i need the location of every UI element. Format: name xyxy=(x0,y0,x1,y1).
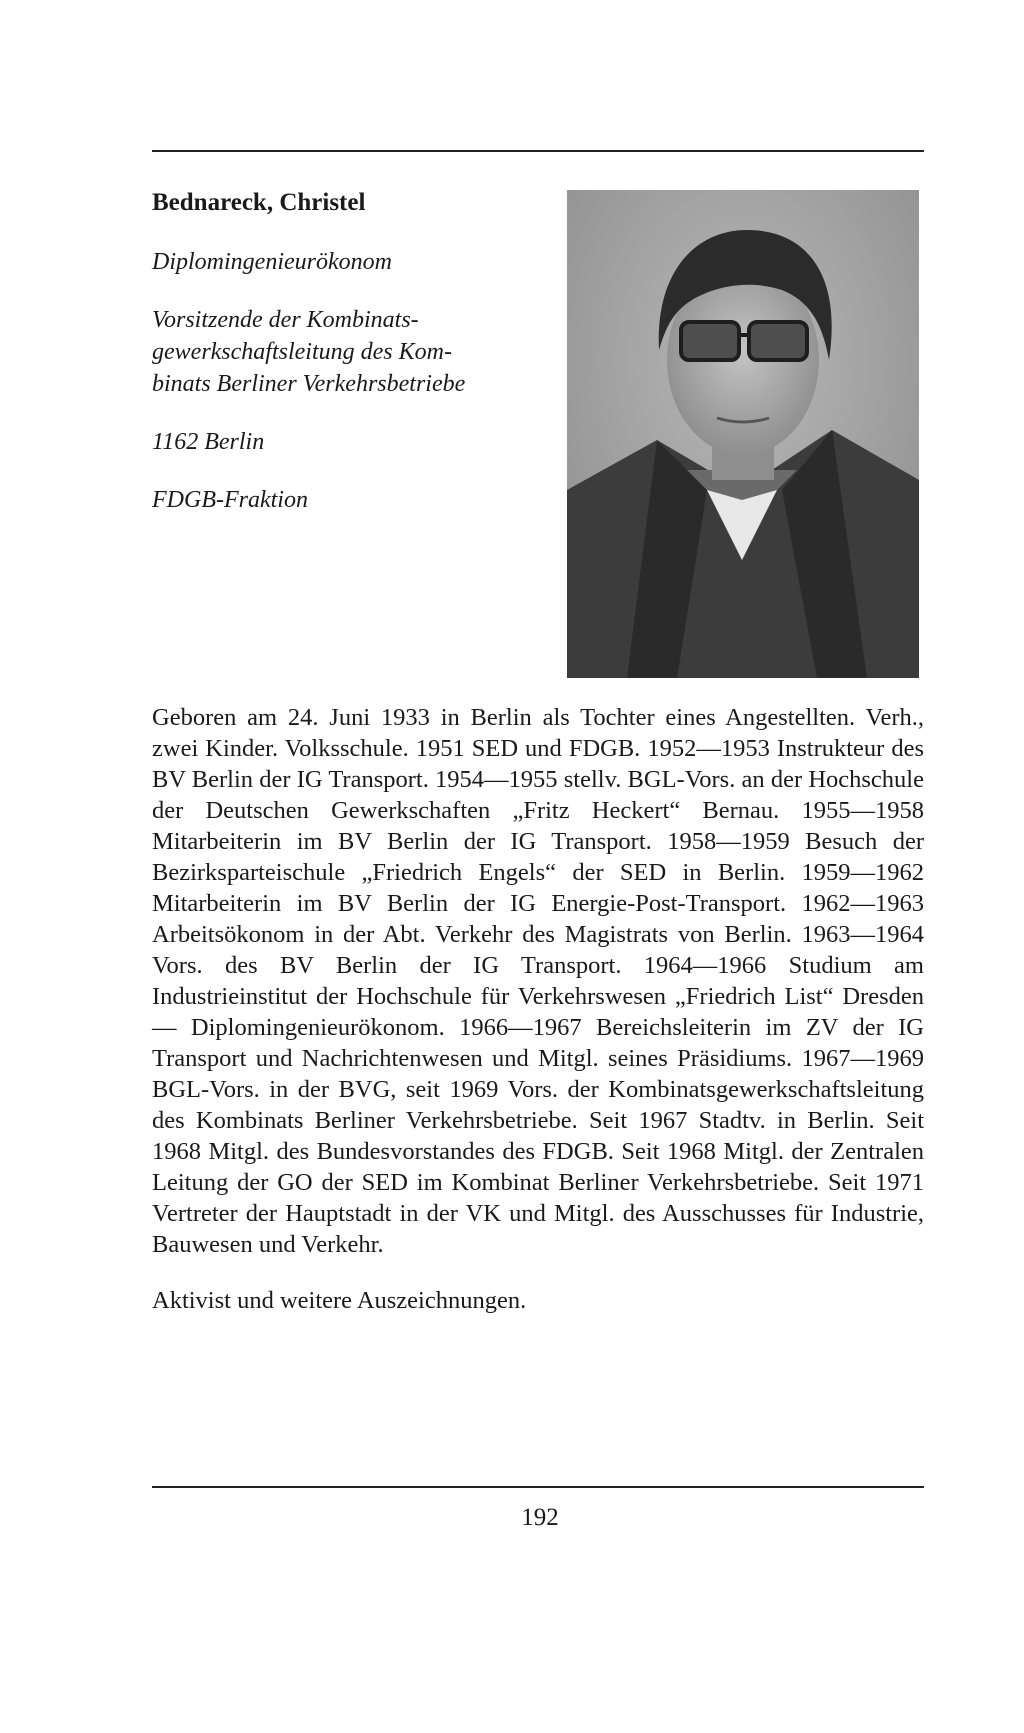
portrait-photo xyxy=(567,190,919,678)
page-number: 192 xyxy=(521,1504,559,1531)
portrait-image xyxy=(567,190,919,678)
position-line: gewerkschaftsleitung des Kom- xyxy=(152,339,452,365)
entry-header xyxy=(152,188,552,542)
faction: FDGB-Fraktion xyxy=(152,487,308,513)
top-rule xyxy=(152,150,924,152)
biography-paragraph: Geboren am 24. Juni 1933 in Berlin als Tochter eines Angestellten. Verh., zwei Kinder. Volksschule. 1951 SED und FDGB. 1952—1953 Instrukteur des BV Berlin der IG Transport. 1954—1955 stellv. BGL-Vors. an der Hochschule der Deutschen Gewerkschaften „Fritz Heckert“ Bernau. 1955—1958 Mitarbeiterin im BV Berlin der IG Transport. 1958—1959 Besuch der Bezirksparteischule „Friedrich Engels“ der SED in Berlin. 1959—1962 Mitarbeiterin im BV Berlin der IG Energie-Post-Transport. 1962—1963 Arbeitsökonom in der Abt. Verkehr des Magistrats von Berlin. 1963—1964 Vors. des BV Berlin der IG Transport. 1964—1966 Studium am Industrieinstitut der Hochschule für Verkehrswesen „Friedrich List“ Dresden — Diplomingenieurökonom. 1966—1967 Bereichsleiterin im ZV der IG Transport und Nachrichtenwesen und Mitgl. seines Präsidiums. 1967—1969 BGL-Vors. in der BVG, seit 1969 Vors. der Kombinatsgewerkschaftsleitung des Kombinats Berliner Verkehrsbetriebe. Seit 1967 Stadtv. in Berlin. Seit 1968 Mitgl. des Bundesvorstandes des FDGB. Seit 1968 Mitgl. der Zentralen Leitung der GO der SED im Kombinat Berliner Verkehrsbetriebe. Seit 1971 Vertreter der Hauptstadt in der VK und Mitgl. des Ausschusses für Industrie, Bauwesen und Verkehr. xyxy=(152,704,924,1258)
profession: Diplomingenieurökonom xyxy=(152,249,392,275)
bottom-rule xyxy=(152,1486,924,1488)
position-line: Vorsitzende der Kombinats- xyxy=(152,307,419,333)
biography-text xyxy=(152,702,924,1260)
position-line: binats Berliner Verkehrsbetriebe xyxy=(152,371,466,397)
awards-text: Aktivist und weitere Auszeichnungen. xyxy=(152,1287,527,1314)
person-name: Bednareck, Christel xyxy=(152,189,366,216)
location: 1162 Berlin xyxy=(152,429,265,455)
position xyxy=(152,304,552,400)
